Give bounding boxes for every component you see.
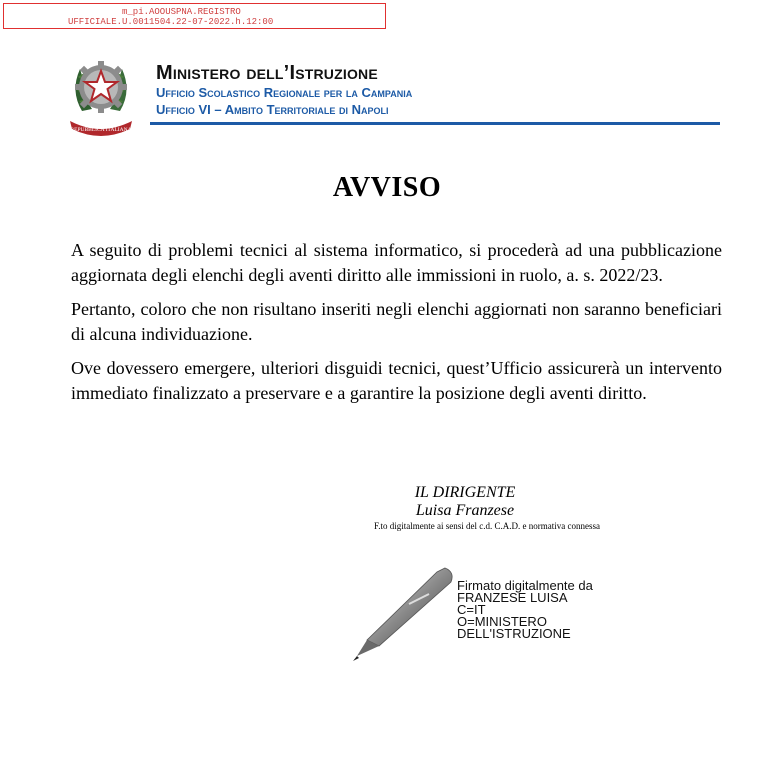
- italian-republic-emblem-icon: [68, 51, 134, 137]
- emblem-ribbon-text: REPUBBLICA ITALIANA: [70, 127, 132, 133]
- stamp-line-2: UFFICIALE.U.0011504.22-07-2022.h.12:00: [68, 17, 274, 27]
- stamp-line-1: m_pi.AOOUSPNA.REGISTRO: [122, 7, 241, 17]
- header-divider: [150, 122, 720, 125]
- digital-signature: [457, 580, 593, 640]
- letterhead: [156, 62, 720, 118]
- paragraph: A seguito di problemi tecnici al sistema informatico, si procederà ad una pubblicazione aggiornata degli elenchi degli aventi diritto alle immissioni in ruolo, a. s. 2022/23.: [71, 240, 722, 285]
- digsig-line-3: C=IT: [457, 602, 486, 617]
- pen-icon: [349, 564, 459, 664]
- protocol-stamp: [3, 3, 386, 29]
- digsig-line-1: Firmato digitalmente da: [457, 578, 593, 593]
- digsig-line-4: O=MINISTERO: [457, 614, 547, 629]
- notice-title: AVVISO: [332, 172, 442, 203]
- regional-office: Ufficio Scolastico Regionale per la Campania: [156, 85, 413, 100]
- paragraph: Ove dovessero emergere, ulteriori disguidi tecnici, quest’Ufficio assicurerà un intervento immediato finalizzato a preservare e a garantire la posizione degli aventi diritto.: [71, 358, 722, 403]
- signature-note: F.to digitalmente ai sensi del c.d. C.A.D. e normativa connessa: [374, 521, 600, 531]
- ministry-name: Ministero dell’Istruzione: [156, 62, 378, 84]
- notice-body: [71, 238, 722, 415]
- signature-block: [300, 484, 630, 520]
- paragraph: Pertanto, coloro che non risultano inseriti negli elenchi aggiornati non saranno beneficiari di alcuna individuazione.: [71, 299, 722, 344]
- signer-name: Luisa Franzese: [415, 502, 515, 519]
- local-office: Ufficio VI – Ambito Territoriale di Napoli: [156, 102, 389, 117]
- digsig-line-2: FRANZESE LUISA: [457, 590, 568, 605]
- digsig-line-5: DELL'ISTRUZIONE: [457, 626, 571, 641]
- signer-role: IL DIRIGENTE: [414, 484, 516, 501]
